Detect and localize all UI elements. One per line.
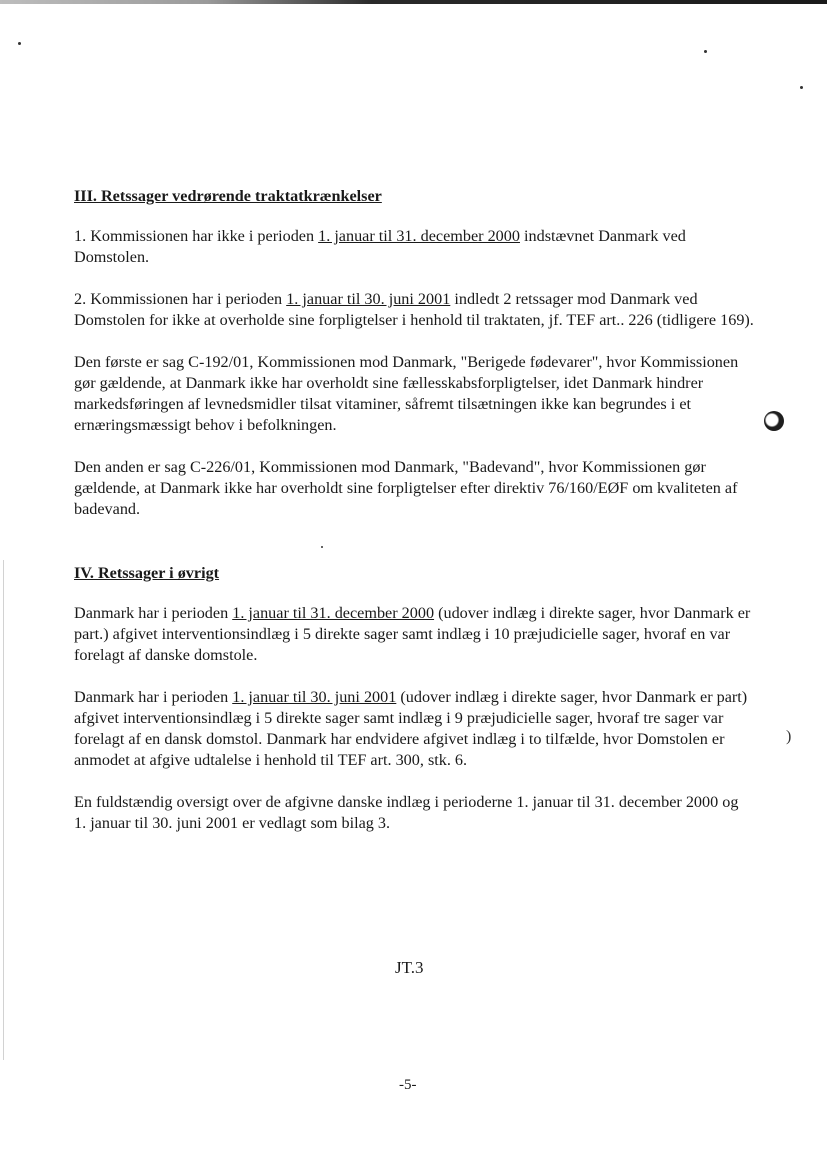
paragraph: [74, 687, 754, 771]
paragraph-text: (udover indlæg i direkte sager, hvor Danmark er part) afgivet interventionsindlæg i 5 direkte sager samt indlæg i 9 præjudicielle sager, hvoraf tre sager var forelagt af en dansk domstol. Danmark har endvidere afgivet indlæg i to tilfælde, hvor Domstolen er anmodet at afgive udtalelse i henhold til TEF art. 300, stk. 6.: [74, 688, 748, 769]
section-spacer: [74, 541, 754, 563]
paragraph: [74, 289, 754, 331]
section-traktatkraenkelser: [74, 186, 754, 520]
paragraph: En fuldstændig oversigt over de afgivne danske indlæg i perioderne 1. januar til 31. december 2000 og 1. januar til 30. juni 2001 er vedlagt som bilag 3.: [74, 793, 739, 832]
date-period-underlined: 1. januar til 31. december 2000: [232, 604, 435, 622]
paragraph-text: indstævnet Danmark ved Domstolen.: [74, 227, 686, 266]
margin-paren-mark: ): [786, 728, 792, 745]
page-number: -5-: [399, 1077, 417, 1093]
scan-speck: [704, 50, 707, 53]
scan-top-edge: [0, 0, 827, 4]
paragraph-text: 1. Kommissionen har ikke i perioden: [74, 227, 319, 245]
paragraph-text: Danmark har i perioden: [74, 688, 233, 706]
paragraph: Den anden er sag C-226/01, Kommissionen mod Danmark, "Badevand", hvor Kommissionen gør gældende, at Danmark ikke har overholdt sine forpligtelser efter direktiv 76/160/EØF om kvaliteten af badevand.: [74, 458, 738, 518]
section-retssager-oevrigt: [74, 563, 754, 834]
section-heading: IV. Retssager i øvrigt: [74, 564, 220, 582]
date-period-underlined: 1. januar til 31. december 2000: [318, 227, 520, 245]
scan-speck: [18, 42, 21, 45]
paragraph: [74, 603, 754, 666]
date-period-underlined: 1. januar til 30. juni 2001: [286, 290, 451, 308]
paragraph-text: indledt 2 retssager mod Danmark ved Domstolen for ikke at overholde sine forpligtelser i henhold til traktaten, jf. TEF art.. 226 (tidligere 169).: [74, 290, 754, 329]
paragraph: Den første er sag C-192/01, Kommissionen mod Danmark, "Berigede fødevarer", hvor Kommissionen gør gældende, at Danmark ikke har overholdt sine fællesskabsforpligtelser, idet Danmark hindrer markedsføringen af levnedsmidler tilsat vitaminer, såfremt tilsætningen ikke kan begrundes i et ernæringsmæssigt behov i befolkningen.: [74, 353, 739, 434]
paragraph: [74, 226, 754, 268]
paragraph-text: 2. Kommissionen har i perioden: [74, 290, 287, 308]
paragraph-text: (udover indlæg i direkte sager, hvor Danmark er part.) afgivet interventionsindlæg i 5 direkte sager samt indlæg i 10 præjudicielle sager, hvoraf en var forelagt af danske domstole.: [74, 604, 751, 664]
date-period-underlined: 1. januar til 30. juni 2001: [232, 688, 397, 706]
paragraph-text: Danmark har i perioden: [74, 604, 233, 622]
document-body: [74, 186, 754, 855]
scan-left-edge: [3, 560, 4, 1060]
scan-speck: [800, 86, 803, 89]
section-heading: III. Retssager vedrørende traktatkrænkelser: [74, 187, 382, 205]
jt-reference-mark: JT.3: [395, 958, 424, 977]
punch-hole-mark: [764, 411, 784, 431]
